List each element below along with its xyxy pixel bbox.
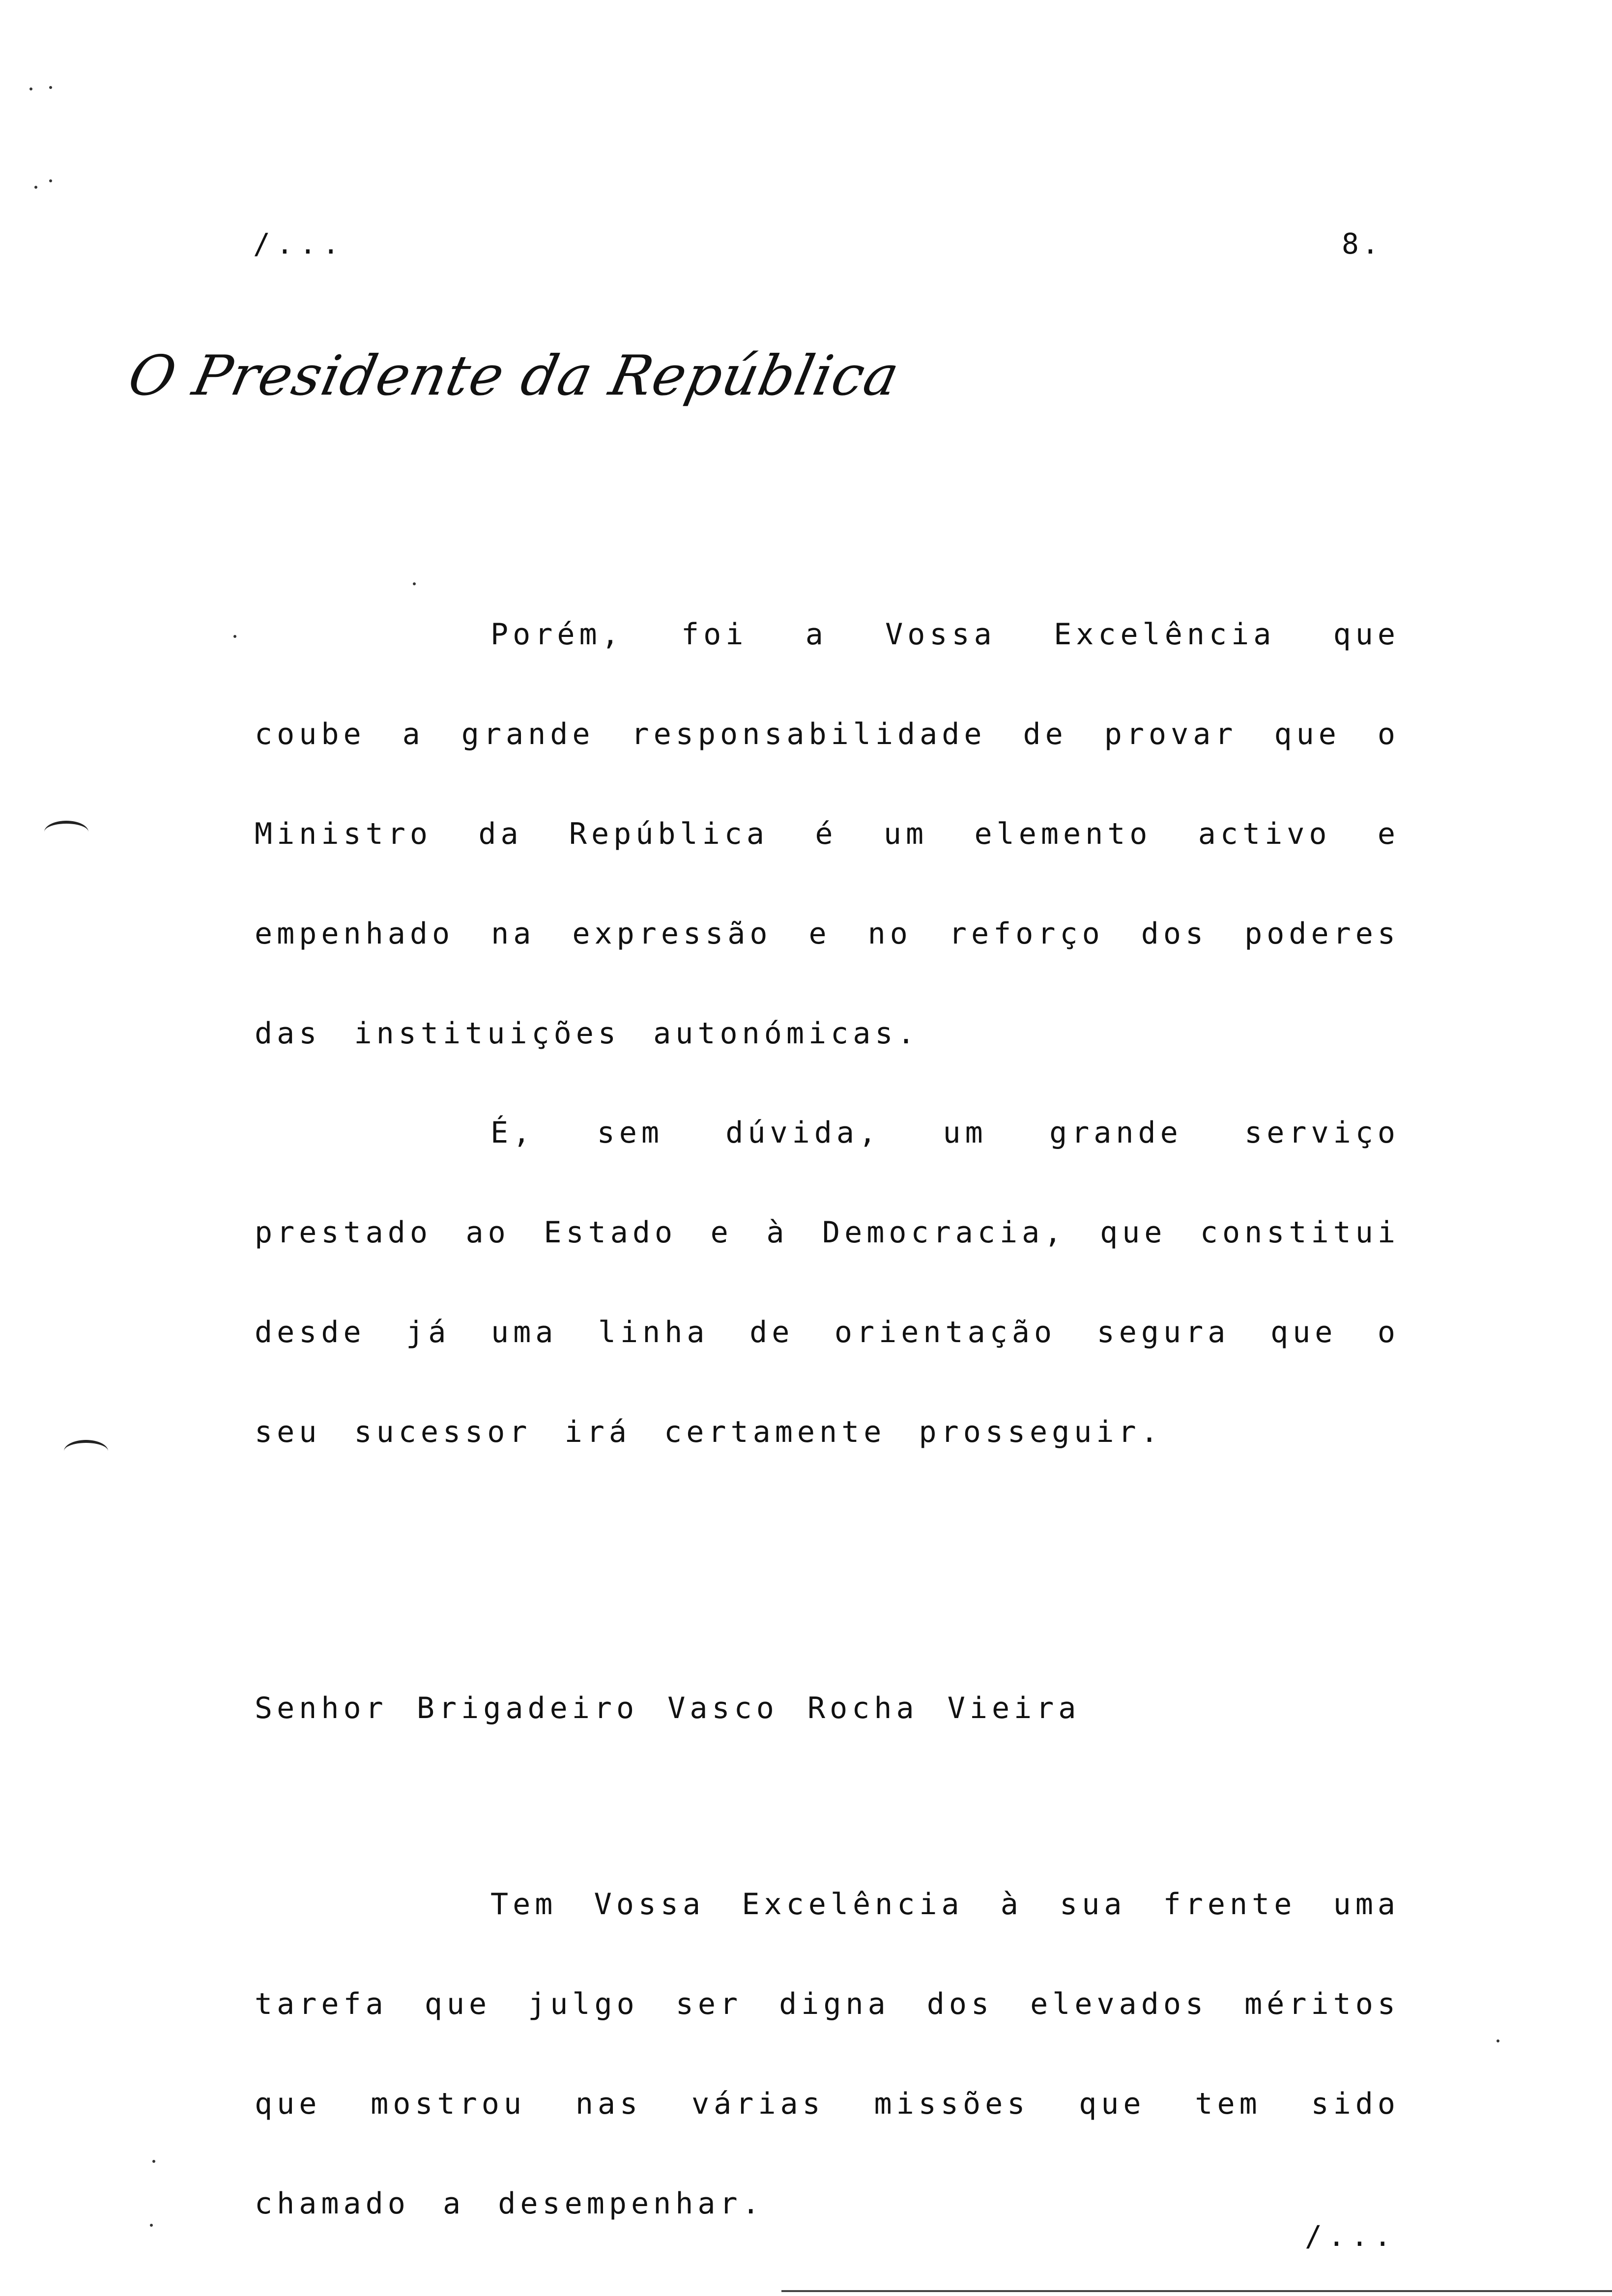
paragraph-1-text: Porém, foi a Vossa Excelência que coube a grande responsabilidade de provar que o Ministro da República é um elemento activo e empenhado na expressão e no reforço dos poderes das instituições autonómicas.: [255, 617, 1400, 1051]
page-number: 8.: [1342, 227, 1382, 260]
paragraph-2: [255, 1083, 1400, 1482]
continuation-mark-bottom: /...: [1305, 2219, 1397, 2253]
scan-speck: [233, 635, 236, 638]
paragraph-2-text: É, sem dúvida, um grande serviço prestado ao Estado e à Democracia, que constitui desde já uma linha de orientação segura que o seu sucessor irá certamente prosseguir.: [255, 1116, 1400, 1449]
letterhead: O Presidente da República: [123, 344, 905, 408]
punch-hole-mark: [64, 1440, 108, 1463]
scan-speck: [413, 582, 416, 585]
continuation-mark-top: /...: [253, 227, 345, 260]
paragraph-1: [255, 585, 1400, 1084]
paragraph-3: [255, 1855, 1400, 2254]
paragraph-3-text: Tem Vossa Excelência à sua frente uma tarefa que julgo ser digna dos elevados méritos que mostrou nas várias missões que tem sido chamado a desempenhar.: [255, 1887, 1400, 2221]
scan-speck: [49, 86, 52, 89]
scan-speck: [150, 2224, 153, 2227]
scan-speck: [1497, 2039, 1499, 2042]
scan-speck: [49, 179, 52, 182]
salutation: Senhor Brigadeiro Vasco Rocha Vieira: [255, 1691, 1081, 1725]
bottom-edge-rule: [781, 2290, 1612, 2292]
scan-speck: [152, 2160, 155, 2163]
scan-speck: [34, 186, 37, 189]
punch-hole-mark: [44, 821, 88, 843]
scan-speck: [29, 87, 32, 90]
